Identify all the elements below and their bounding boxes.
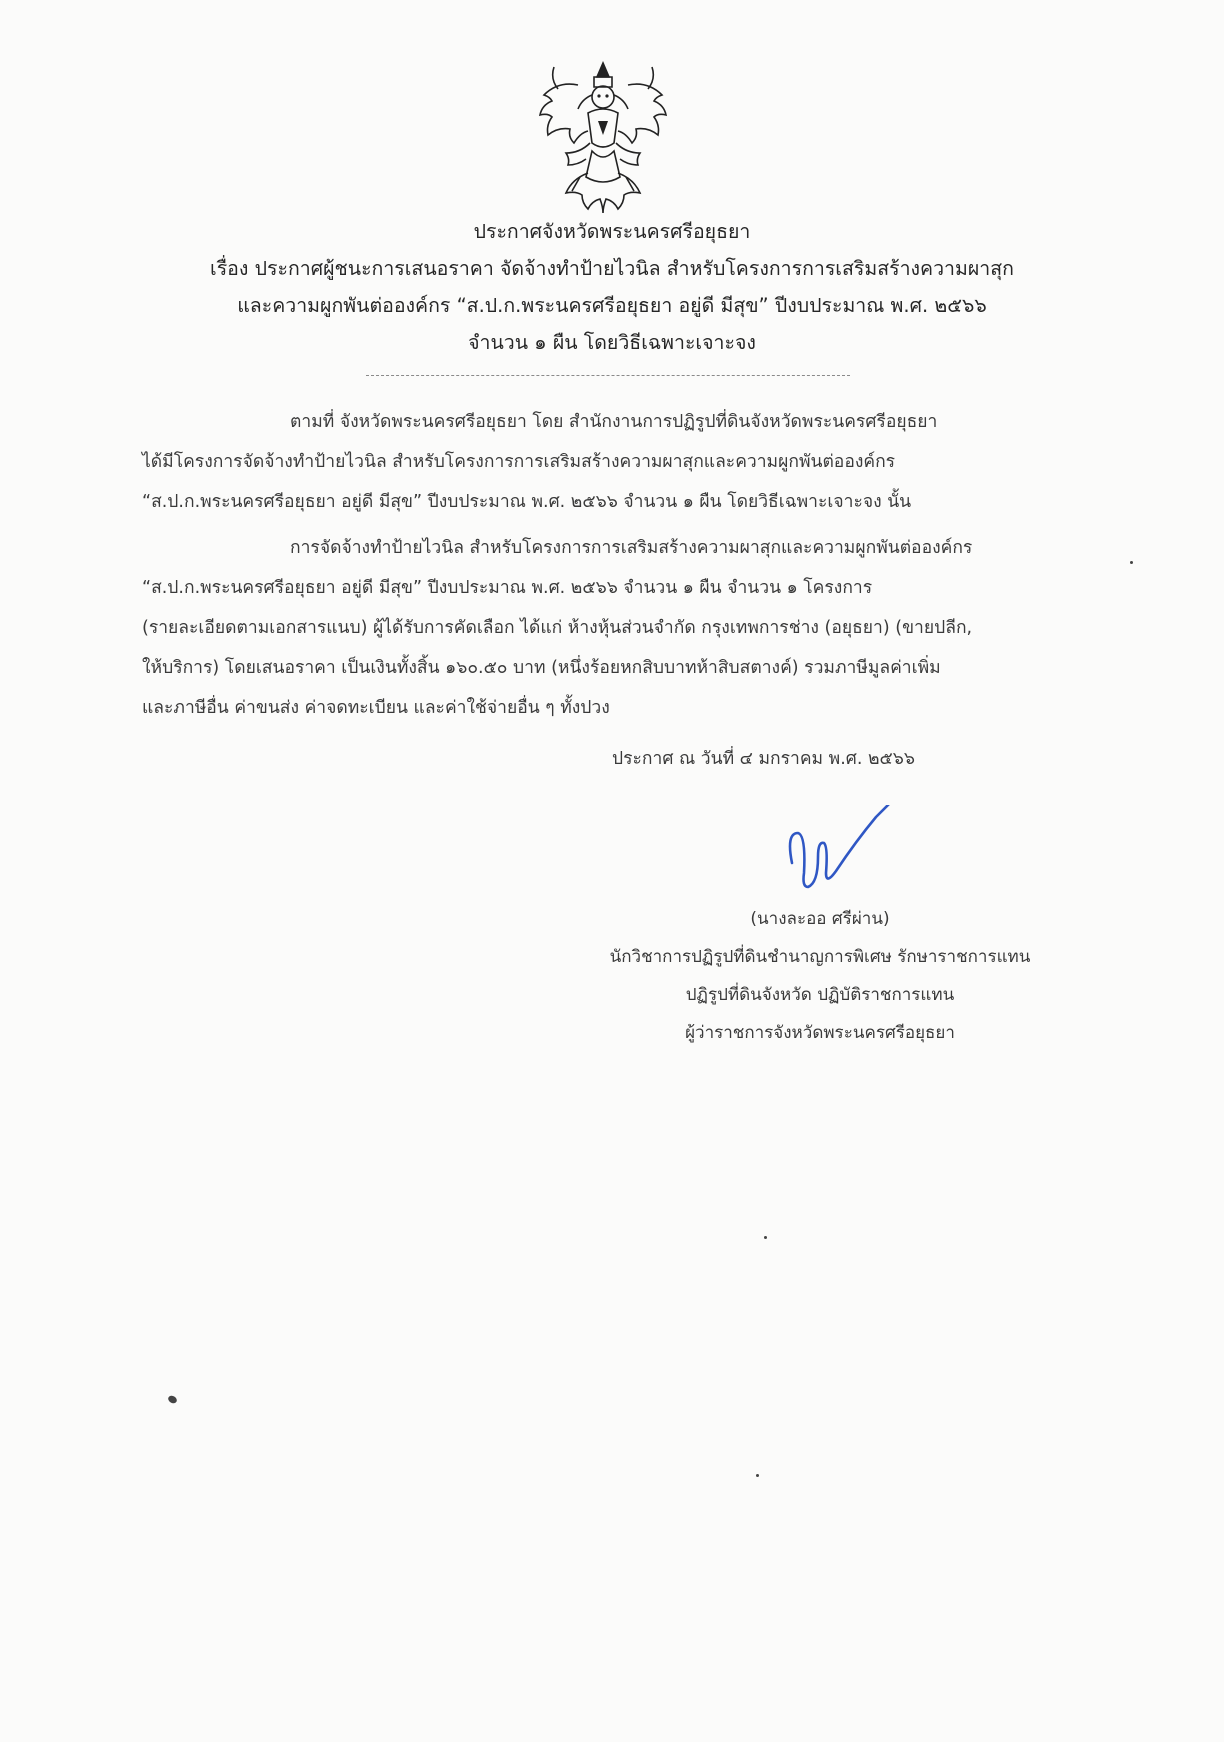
paragraph-2-line: (รายละเอียดตามเอกสารแนบ) ผู้ได้รับการคัดเลือก ได้แก่ ห้างหุ้นส่วนจำกัด กรุงเทพการช่าง (อยุธยา) (ขายปลีก, [142, 618, 973, 638]
scan-speck [756, 1474, 759, 1477]
paragraph-2-line: ให้บริการ) โดยเสนอราคา เป็นเงินทั้งสิ้น ๑๖๐.๕๐ บาท (หนึ่งร้อยหกสิบบาทห้าสิบสตางค์) รวมภาษีมูลค่าเพิ่ม [142, 658, 941, 678]
subject-line-1: เรื่อง ประกาศผู้ชนะการเสนอราคา จัดจ้างทำป้ายไวนิล สำหรับโครงการการเสริมสร้างความผาสุก [210, 257, 1014, 280]
paragraph-2-line: “ส.ป.ก.พระนครศรีอยุธยา อยู่ดี มีสุข” ปีงบประมาณ พ.ศ. ๒๕๖๖ จำนวน ๑ ผืน จำนวน ๑ โครงการ [142, 578, 873, 598]
separator-dashed-line [366, 375, 850, 376]
paragraph-1-line: ตามที่ จังหวัดพระนครศรีอยุธยา โดย สำนักงานการปฏิรูปที่ดินจังหวัดพระนครศรีอยุธยา [290, 412, 938, 432]
paragraph-2-line: การจัดจ้างทำป้ายไวนิล สำหรับโครงการการเสริมสร้างความผาสุกและความผูกพันต่อองค์กร [290, 538, 973, 558]
announcement-date: ประกาศ ณ วันที่ ๔ มกราคม พ.ศ. ๒๕๖๖ [612, 749, 915, 769]
paragraph-2 [142, 528, 1082, 728]
signatory-position-3: ผู้ว่าราชการจังหวัดพระนครศรีอยุธยา [685, 1023, 955, 1043]
signatory-position-1: นักวิชาการปฏิรูปที่ดินชำนาญการพิเศษ รักษาราชการแทน [609, 947, 1031, 967]
subject-line-2: และความผูกพันต่อองค์กร “ส.ป.ก.พระนครศรีอยุธยา อยู่ดี มีสุข” ปีงบประมาณ พ.ศ. ๒๕๖๖ [237, 294, 987, 317]
scan-speck [167, 1394, 178, 1405]
paragraph-1 [142, 402, 1082, 522]
signatory-name: (นางละออ ศรีผ่าน) [750, 909, 890, 929]
signatory-position-2: ปฏิรูปที่ดินจังหวัด ปฏิบัติราชการแทน [685, 985, 955, 1005]
garuda-emblem-icon [528, 55, 678, 215]
subject-line-3: จำนวน ๑ ผืน โดยวิธีเฉพาะเจาะจง [468, 331, 756, 354]
scan-speck [1130, 561, 1133, 564]
paragraph-1-line: ได้มีโครงการจัดจ้างทำป้ายไวนิล สำหรับโครงการการเสริมสร้างความผาสุกและความผูกพันต่อองค์กร [142, 452, 896, 472]
announcement-title: ประกาศจังหวัดพระนครศรีอยุธยา [473, 220, 751, 243]
handwritten-signature [780, 805, 950, 915]
scan-speck [764, 1236, 767, 1239]
paragraph-2-line: และภาษีอื่น ค่าขนส่ง ค่าจดทะเบียน และค่าใช้จ่ายอื่น ๆ ทั้งปวง [142, 698, 610, 718]
paragraph-1-line: “ส.ป.ก.พระนครศรีอยุธยา อยู่ดี มีสุข” ปีงบประมาณ พ.ศ. ๒๕๖๖ จำนวน ๑ ผืน โดยวิธีเฉพาะเจาะจง นั้น [142, 492, 912, 512]
